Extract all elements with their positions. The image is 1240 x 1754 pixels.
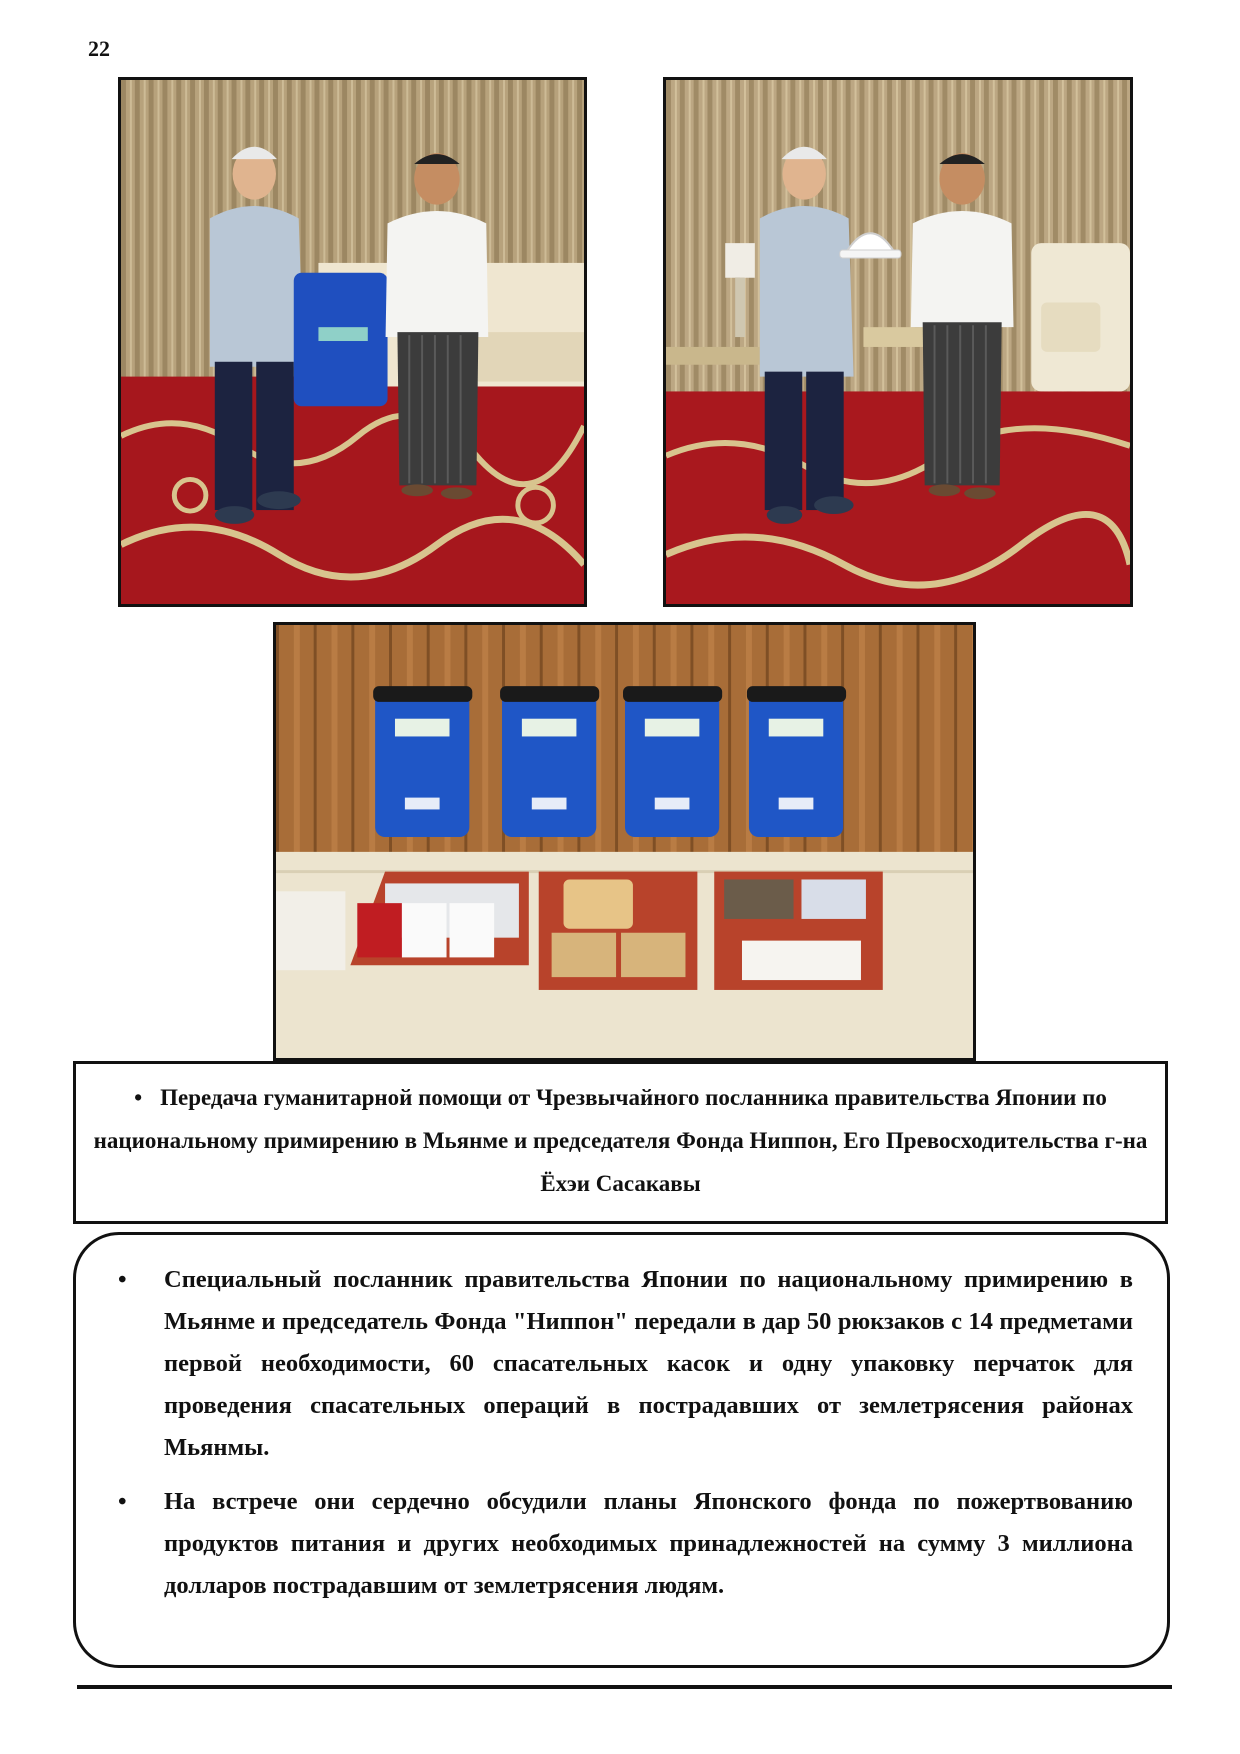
summary-bullet-1: • Специальный посланник правительства Японии по национальному примирению в Мьянме и председатель Фонда "Ниппон" передали в дар 50 рюкзаков с 14 предметами первой необходимости, 60 спасательных касок и одну упаковку перчаток для проведения спасательных операций в пострадавших от землетрясения районах Мьянмы. <box>102 1259 1133 1469</box>
summary-list <box>102 1259 1133 1607</box>
page-number: 22 <box>88 36 110 61</box>
photo-caption <box>73 1061 1168 1224</box>
caption-bullet: • <box>134 1085 143 1110</box>
photo-aid-items <box>273 622 976 1061</box>
caption-text: Передача гуманитарной помощи от Чрезвычайного посланника правительства Японии по национальному примирению в Мьянме и председателя Фонда Ниппон, Его Превосходительства г-на Ёхэи Сасакавы <box>93 1085 1148 1196</box>
photo-handover-helmet <box>663 77 1133 607</box>
summary-bullet-2: • На встрече они сердечно обсудили планы Японского фонда по пожертвованию продуктов питания и других необходимых принадлежностей на сумму 3 миллиона долларов пострадавшим от землетрясения людям. <box>102 1481 1133 1607</box>
photo-handover-backpack <box>118 77 587 607</box>
summary-box <box>73 1232 1170 1668</box>
bottom-rule <box>77 1685 1172 1689</box>
